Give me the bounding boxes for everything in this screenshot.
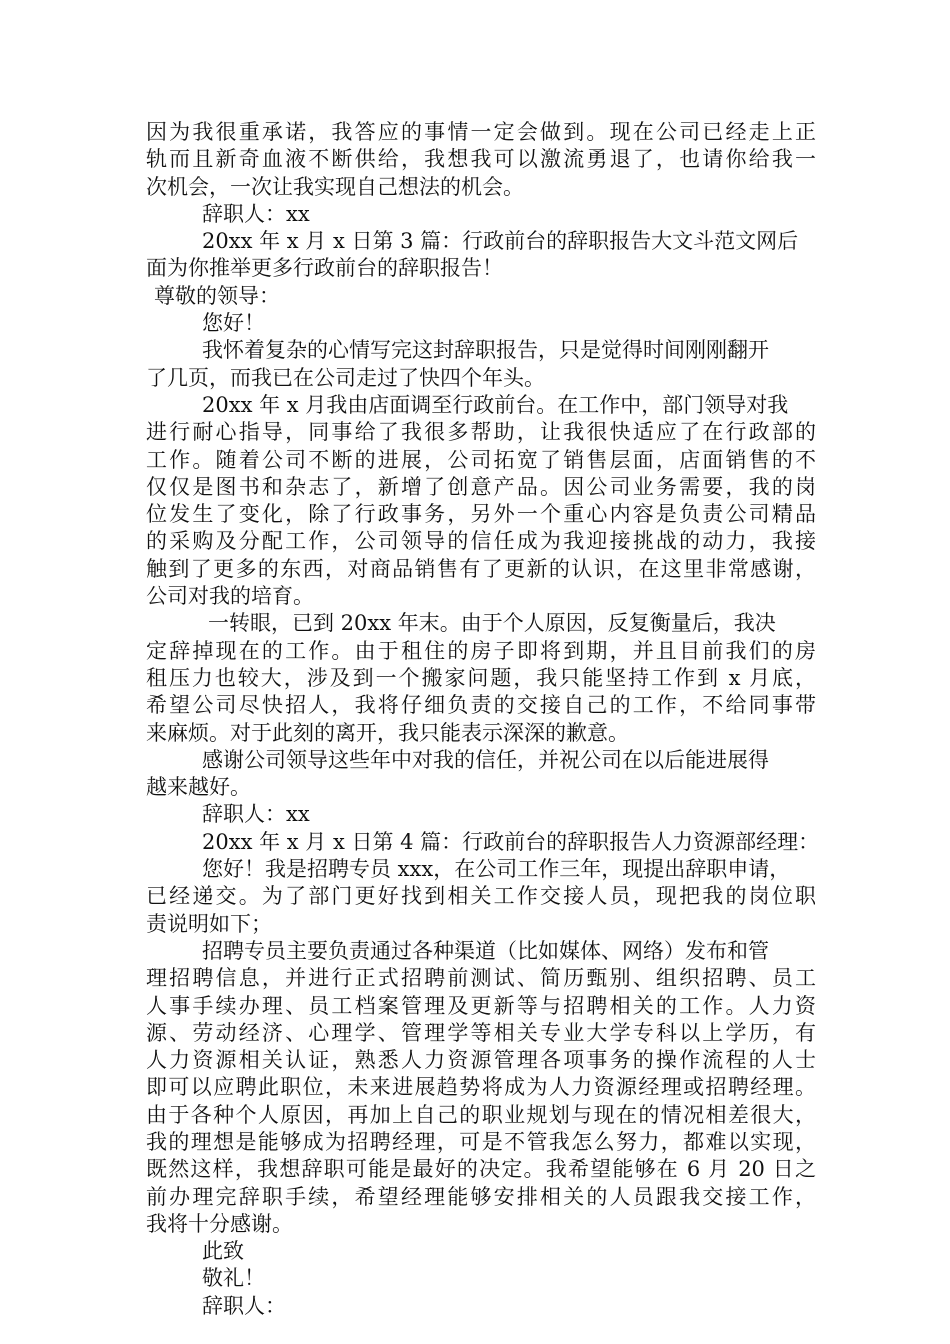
text-line: 感谢公司领导这些年中对我的信任，并祝公司在以后能进展得	[202, 747, 769, 772]
document-body	[146, 119, 820, 1320]
text-line: 轨而且新奇血液不断供给，我想我可以激流勇退了，也请你给我一	[146, 147, 816, 172]
signature-line: 辞职人：	[202, 1293, 286, 1318]
text-line: 理招聘信息，并进行正式招聘前测试、简历甄别、组织招聘、员工	[146, 966, 816, 991]
text-line: 即可以应聘此职位，未来进展趋势将成为人力资源经理或招聘经理。	[146, 1075, 816, 1100]
text-line: 来麻烦。对于此刻的离开，我只能表示深深的歉意。	[146, 720, 629, 745]
text-line: 因为我很重承诺，我答应的事情一定会做到。现在公司已经走上正	[146, 120, 816, 144]
text-line: 人事手续办理、员工档案管理及更新等与招聘相关的工作。人力资	[146, 993, 816, 1018]
text-line: 定辞掉现在的工作。由于租住的房子即将到期，并且目前我们的房	[146, 638, 816, 663]
text-line: 的采购及分配工作，公司领导的信任成为我迎接挑战的动力，我接	[146, 529, 816, 554]
text-line: 责说明如下；	[146, 911, 272, 936]
text-line: 越来越好。	[146, 775, 251, 800]
text-line: 触到了更多的东西，对商品销售有了更新的认识，在这里非常感谢，	[146, 556, 816, 581]
text-line: 我怀着复杂的心情写完这封辞职报告，只是觉得时间刚刚翻开	[202, 338, 769, 363]
text-line: 源、劳动经济、心理学、管理学等相关专业大学专科以上学历，有	[146, 1020, 816, 1045]
text-line: 租压力也较大，涉及到一个搬家问题，我只能坚持工作到 x 月底，	[146, 665, 816, 690]
text-line: 工作。随着公司不断的进展，公司拓宽了销售层面，店面销售的不	[146, 447, 816, 472]
text-line: 您好！我是招聘专员 xxx，在公司工作三年，现提出辞职申请，	[202, 857, 791, 882]
text-line: 进行耐心指导，同事给了我很多帮助，让我很快适应了在行政部的	[146, 420, 816, 445]
text-line: 位发生了变化，除了行政事务，另外一个重心内容是负责公司精品	[146, 502, 816, 527]
signature-line: 辞职人：xx	[202, 201, 310, 226]
text-line: 次机会，一次让我实现自己想法的机会。	[146, 174, 524, 199]
signature-line: 辞职人：xx	[202, 802, 310, 827]
text-line: 人力资源相关认证，熟悉人力资源管理各项事务的操作流程的人士	[146, 1048, 816, 1073]
text-line: 既然这样，我想辞职可能是最好的决定。我希望能够在 6 月 20 日之	[146, 1157, 816, 1182]
text-line: 我将十分感谢。	[146, 1211, 293, 1236]
text-line: 公司对我的培育。	[146, 584, 314, 609]
closing-line: 此致	[202, 1239, 244, 1264]
text-line: 希望公司尽快招人，我将仔细负责的交接自己的工作，不给同事带	[146, 693, 816, 718]
text-line: 一转眼，已到 20xx 年末。由于个人原因，反复衡量后，我决	[208, 611, 776, 636]
text-line: 招聘专员主要负责通过各种渠道（比如媒体、网络）发布和管	[202, 938, 769, 963]
text-line: 面为你推举更多行政前台的辞职报告！	[146, 256, 503, 281]
text-line: 我的理想是能够成为招聘经理，可是不管我怎么努力，都难以实现，	[146, 1129, 816, 1154]
section-heading-line: 20xx 年 x 月 x 日第 4 篇：行政前台的辞职报告人力资源部经理：	[202, 829, 820, 854]
text-line: 前办理完辞职手续，希望经理能够安排相关的人员跟我交接工作，	[146, 1184, 816, 1209]
section-heading-line: 20xx 年 x 月 x 日第 3 篇：行政前台的辞职报告大文斗范文网后	[202, 229, 799, 254]
text-line: 20xx 年 x 月我由店面调至行政前台。在工作中，部门领导对我	[202, 392, 789, 417]
greeting: 您好！	[202, 311, 265, 336]
text-line: 已经递交。为了部门更好找到相关工作交接人员，现把我的岗位职	[146, 884, 816, 909]
salutation: 尊敬的领导：	[154, 283, 280, 308]
closing-line: 敬礼！	[202, 1266, 265, 1291]
text-line: 了几页，而我已在公司走过了快四个年头。	[146, 365, 545, 390]
text-line: 由于各种个人原因，再加上自己的职业规划与现在的情况相差很大，	[146, 1102, 816, 1127]
text-line: 仅仅是图书和杂志了，新增了创意产品。因公司业务需要，我的岗	[146, 474, 816, 499]
